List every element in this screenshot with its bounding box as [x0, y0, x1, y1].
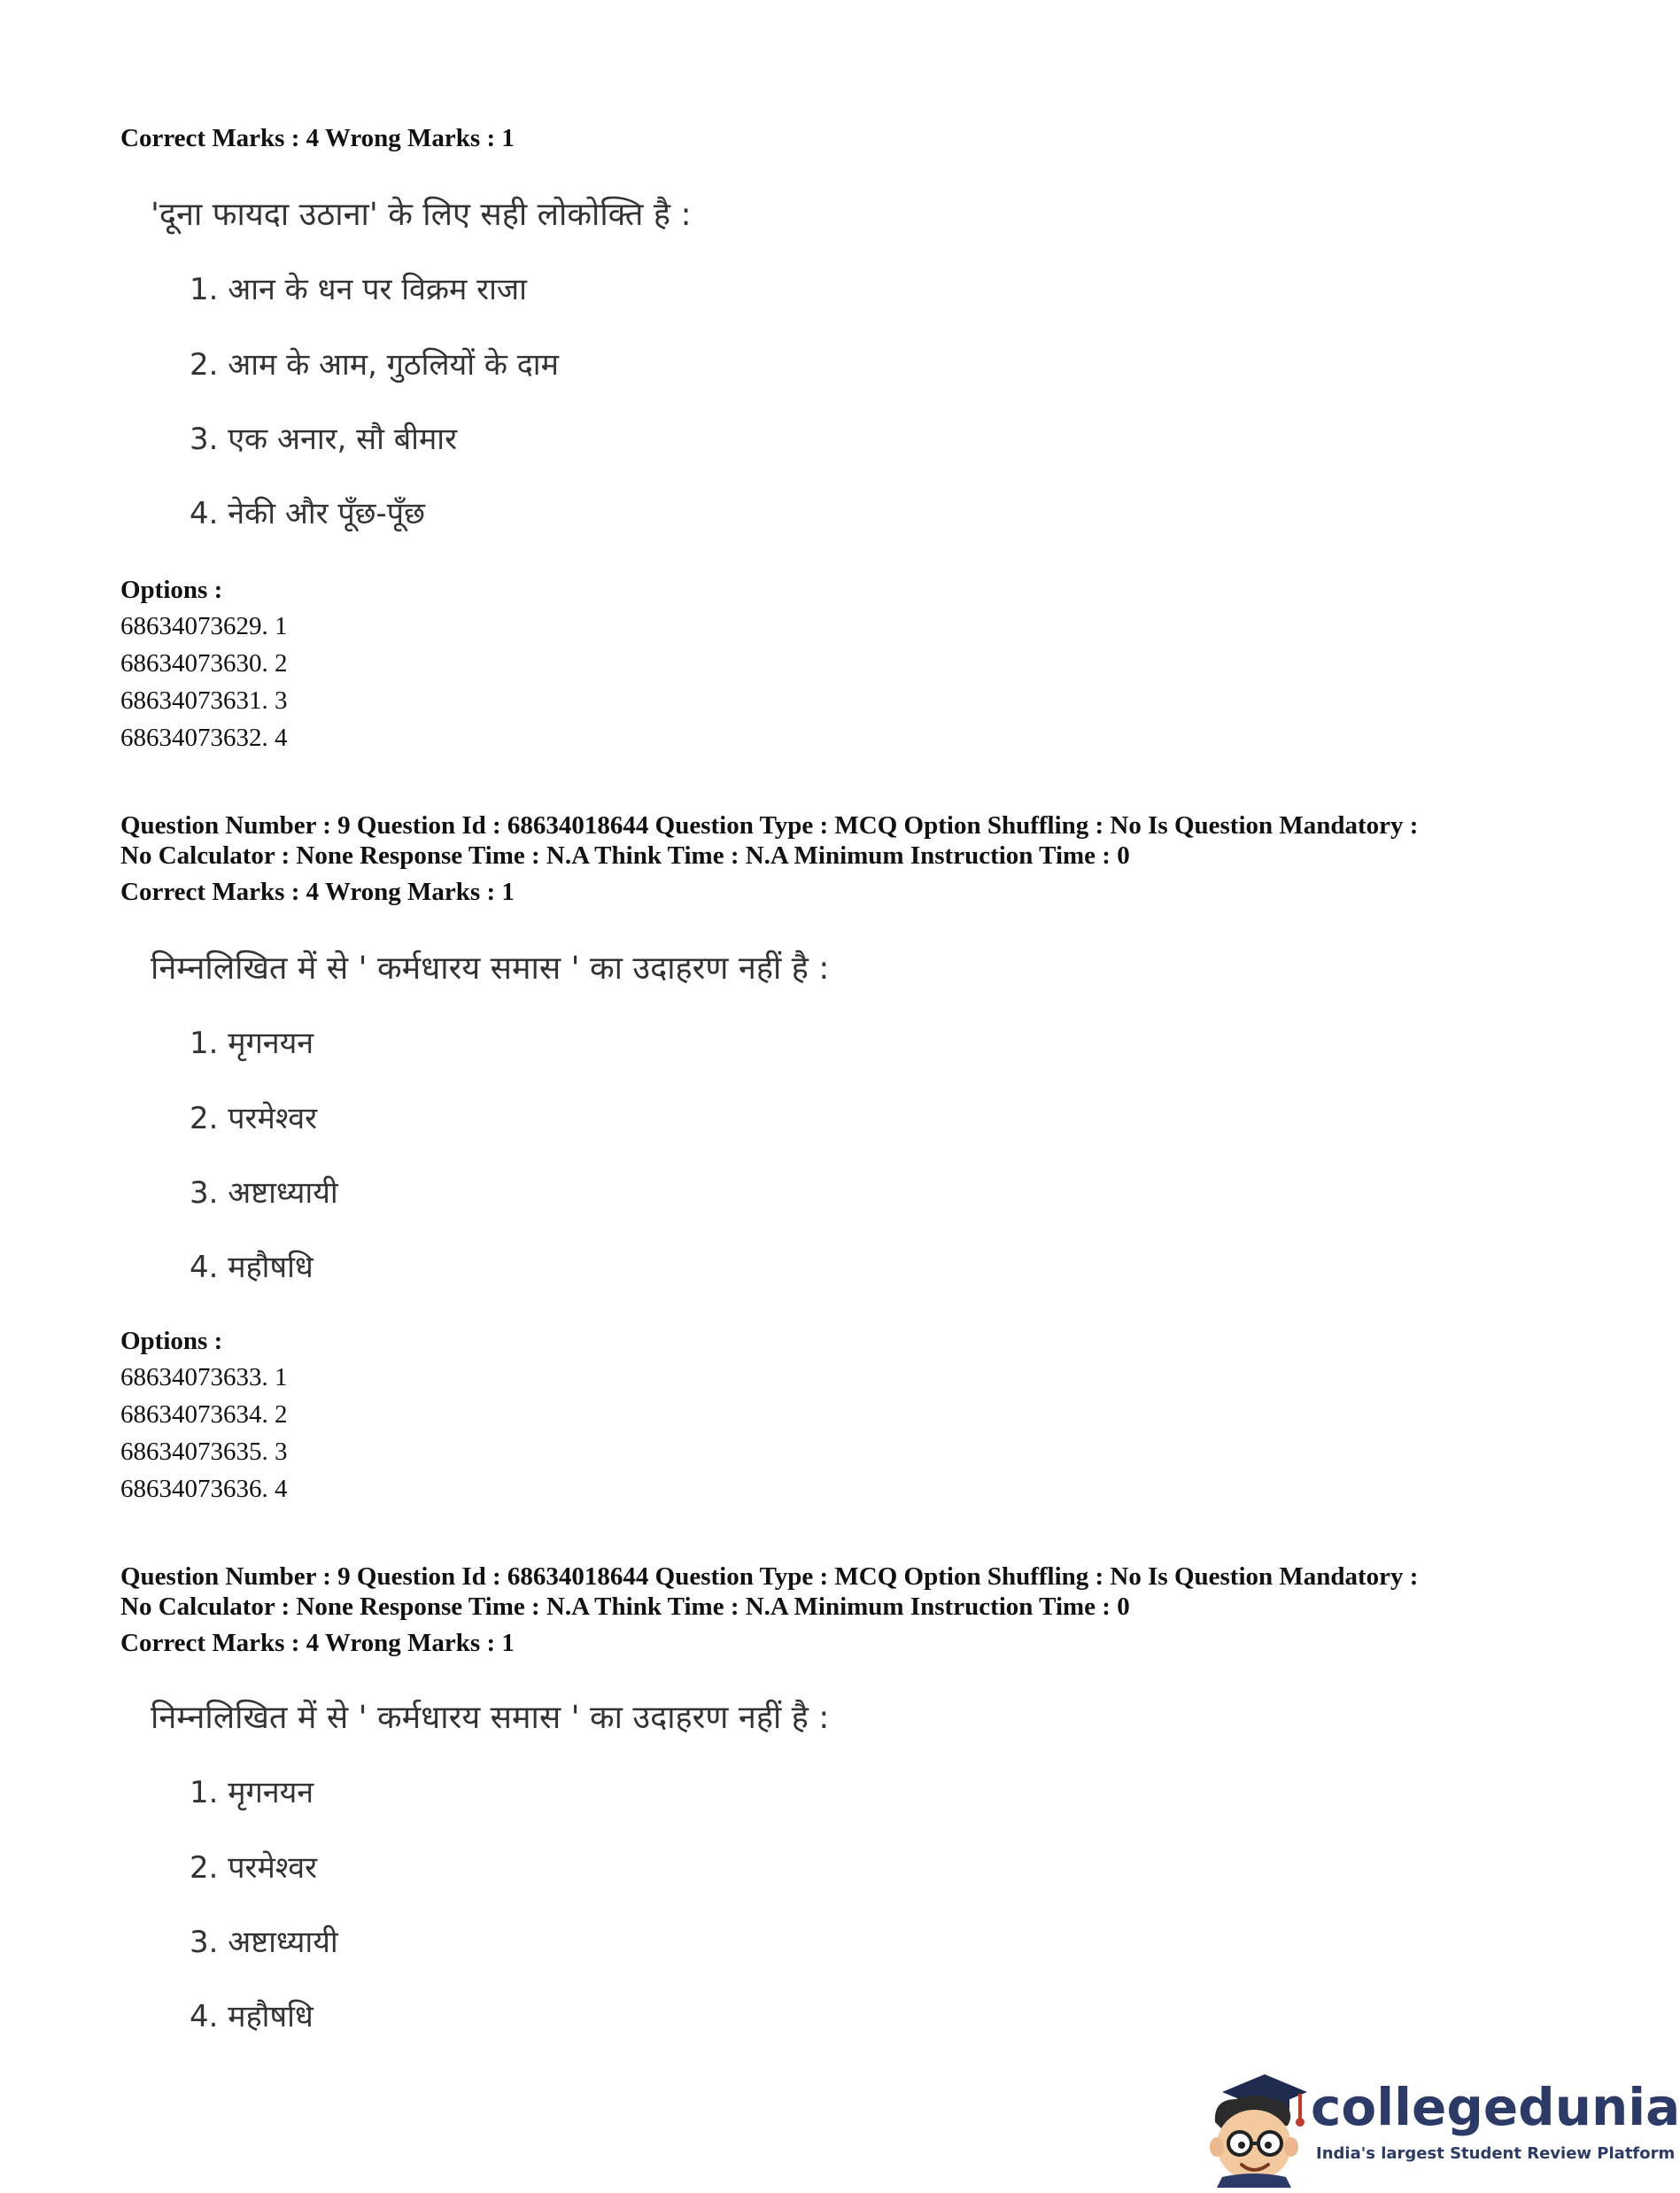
- q3-stem: निम्नलिखित में से ' कर्मधारय समास ' का उदाहरण नहीं है :: [151, 1700, 830, 1736]
- collegedunia-logo: [1196, 2064, 1680, 2188]
- q2-option-4: 68634073636. 4: [120, 1475, 288, 1503]
- q1-stem: 'दूना फायदा उठाना' के लिए सही लोकोक्ति है :: [151, 197, 692, 233]
- q3-header-line1: Question Number : 9 Question Id : 68634018644 Question Type : MCQ Option Shuffling : No Is Question Mandatory :: [120, 1562, 1419, 1591]
- q3-choice-3: 3. अष्टाध्यायी: [190, 1925, 338, 1960]
- logo-wordmark: collegedunia: [1311, 2077, 1680, 2137]
- logo-tagline: India's largest Student Review Platform: [1316, 2144, 1676, 2163]
- student-mascot-icon: [1196, 2064, 1311, 2188]
- q1-marks: Correct Marks : 4 Wrong Marks : 1: [120, 124, 515, 152]
- q2-stem: निम्नलिखित में से ' कर्मधारय समास ' का उदाहरण नहीं है :: [151, 950, 830, 987]
- q2-header-line2: No Calculator : None Response Time : N.A Think Time : N.A Minimum Instruction Time : 0: [120, 841, 1130, 870]
- q2-option-2: 68634073634. 2: [120, 1400, 288, 1429]
- q2-marks: Correct Marks : 4 Wrong Marks : 1: [120, 878, 515, 906]
- q3-choice-2: 2. परमेश्वर: [190, 1850, 318, 1886]
- q2-choice-2: 2. परमेश्वर: [190, 1101, 318, 1136]
- q3-marks: Correct Marks : 4 Wrong Marks : 1: [120, 1629, 515, 1657]
- q1-choice-1: 1. आन के धन पर विक्रम राजा: [190, 272, 527, 307]
- q1-options-label: Options :: [120, 576, 223, 604]
- q3-choice-4: 4. महौषधि: [190, 1999, 314, 2034]
- q1-option-4: 68634073632. 4: [120, 724, 288, 752]
- q2-option-1: 68634073633. 1: [120, 1363, 288, 1391]
- q1-choice-2: 2. आम के आम, गुठलियों के दाम: [190, 347, 559, 383]
- q2-header-line1: Question Number : 9 Question Id : 68634018644 Question Type : MCQ Option Shuffling : No Is Question Mandatory :: [120, 811, 1419, 840]
- q2-choice-1: 1. मृगनयन: [190, 1026, 314, 1061]
- q2-option-3: 68634073635. 3: [120, 1437, 288, 1466]
- q3-choice-1: 1. मृगनयन: [190, 1775, 314, 1810]
- q1-option-3: 68634073631. 3: [120, 686, 288, 715]
- q1-choice-3: 3. एक अनार, सौ बीमार: [190, 422, 458, 457]
- q2-choice-4: 4. महौषधि: [190, 1250, 314, 1285]
- q1-option-1: 68634073629. 1: [120, 612, 288, 640]
- q2-choice-3: 3. अष्टाध्यायी: [190, 1175, 338, 1211]
- q1-choice-4: 4. नेकी और पूँछ-पूँछ: [190, 496, 425, 531]
- q2-options-label: Options :: [120, 1327, 223, 1355]
- q3-header-line2: No Calculator : None Response Time : N.A Think Time : N.A Minimum Instruction Time : 0: [120, 1592, 1130, 1621]
- q1-option-2: 68634073630. 2: [120, 649, 288, 678]
